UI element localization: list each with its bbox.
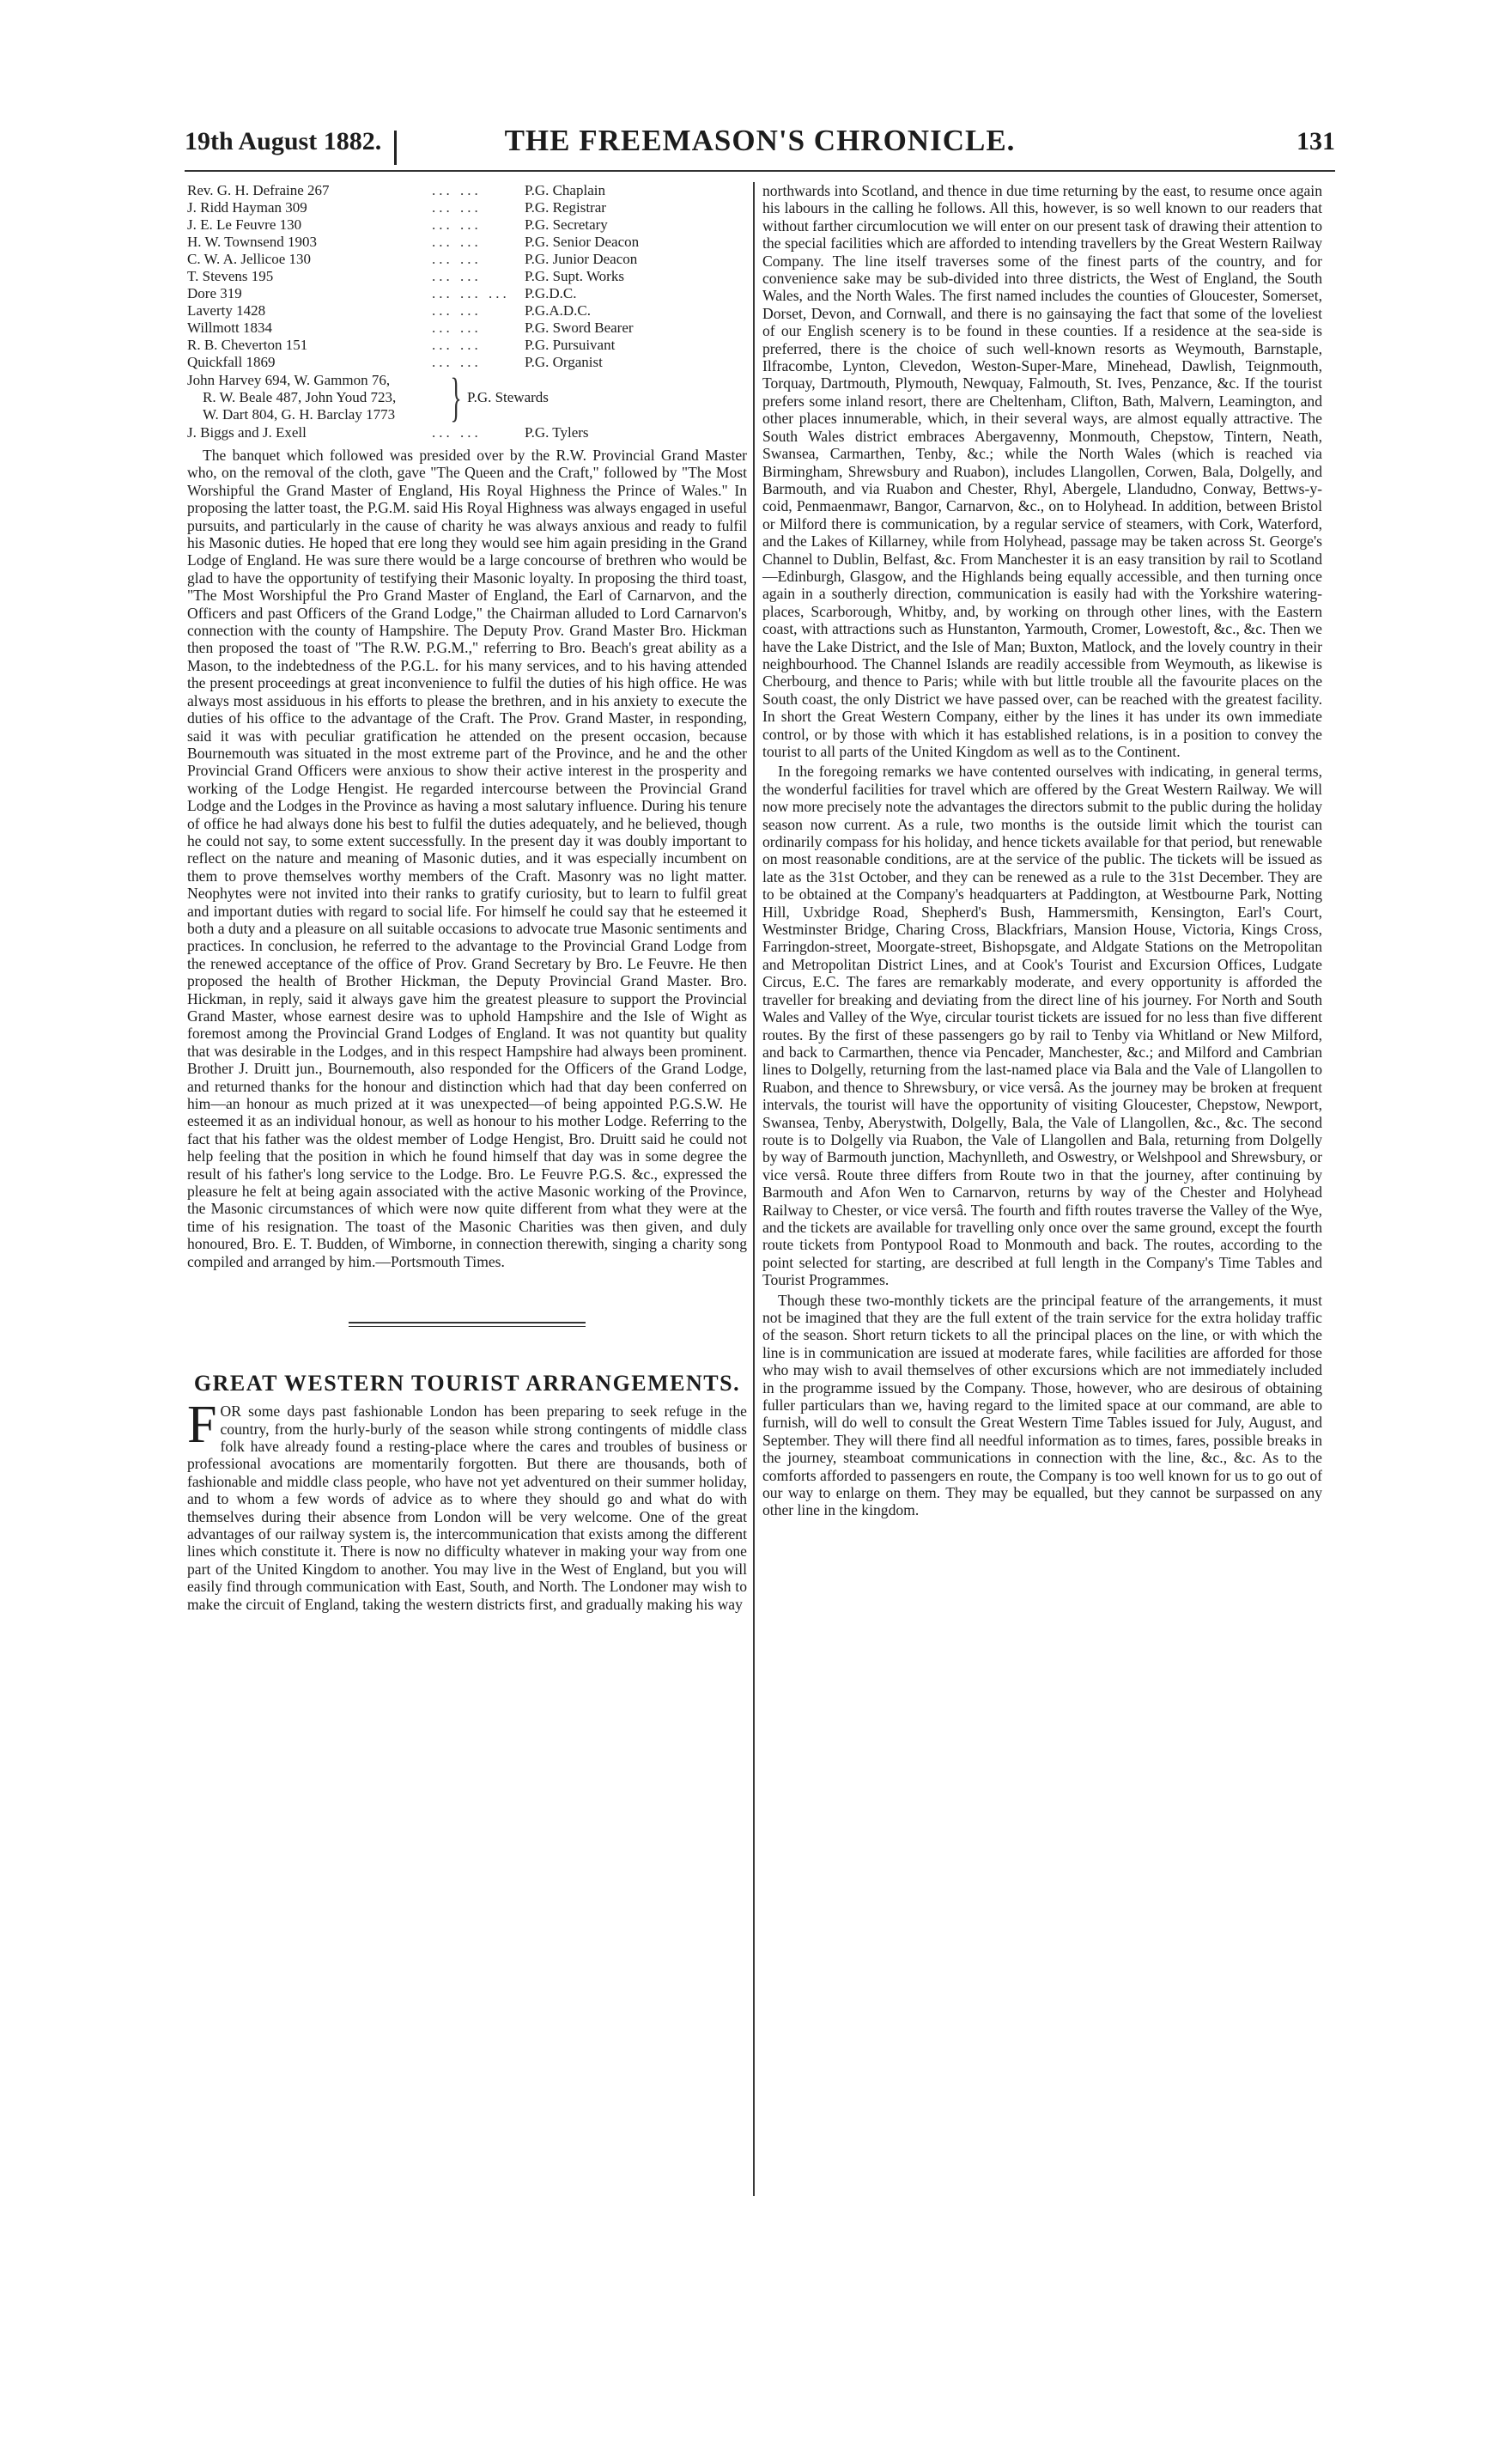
- officer-row: [187, 424, 747, 441]
- stewards-line: John Harvey 694, W. Gammon 76,: [187, 372, 391, 388]
- header-rule: [185, 170, 1335, 172]
- stewards-line: W. Dart 804, G. H. Barclay 1773: [203, 406, 396, 423]
- publication-title: THE FREEMASON'S CHRONICLE.: [504, 124, 1016, 157]
- leader-dots: ... ...: [432, 216, 482, 233]
- leader-dots: ... ...: [432, 337, 482, 353]
- officer-row: [187, 268, 747, 285]
- left-column: [187, 182, 747, 1613]
- leader-dots: ... ...: [432, 268, 482, 284]
- officer-name: J. E. Le Feuvre 130: [187, 216, 302, 233]
- stewards-line: R. W. Beale 487, John Youd 723,: [203, 389, 397, 405]
- officer-name: Laverty 1428: [187, 302, 266, 319]
- officer-name: Quickfall 1869: [187, 354, 276, 370]
- brace-icon: }: [450, 368, 462, 427]
- leader-dots: ... ...: [432, 234, 482, 250]
- article-paragraph: Though these two-monthly tickets are the principal feature of the arrangements, it must not be imagined that they are the full extent of the train service for the extra holiday traffic of the season. Short return tickets to all the principal places on the line, or with which the line is in communication are issued at moderate fares, while facilities are afforded for those who may wish to avail themselves of other excursions which are not immediately included in the programme issued by the Company. Those, however, who are desirous of obtaining fuller particulars than we, having regard to the limited space at our command, are able to furnish, will do well to consult the Great Western Time Tables issued for July, August, and September. They will there find all needful information as to times, fares, possible breaks in the journey, steamboat communications in connection with the line, &c., &c. As to the comforts afforded to passengers en route, the Company is too well known for us to go out of our way to enlarge on them. They may be equalled, but they cannot be surpassed on any other line in the kingdom.: [762, 1291, 1322, 1519]
- officer-office: P.G. Registrar: [525, 199, 606, 216]
- leader-dots: ... ...: [432, 199, 482, 216]
- right-column: [762, 182, 1322, 1519]
- banquet-report: The banquet which followed was presided over by the R.W. Provincial Grand Master who, on the removal of the cloth, gave "The Queen and the Craft," followed by "The Most Worshipful the Grand Master of England, His Royal Highness the Prince of Wales." In proposing the latter toast, the P.G.M. said His Royal Highness was always engaged in useful pursuits, and particularly in the cause of charity he was always anxious and ready to fulfil his Masonic duties. He hoped that ere long they would see him again presiding in the Grand Lodge of England. He was sure there would be a large concourse of brethren who would be glad to have the opportunity of testifying their Masonic loyalty. In proposing the third toast, "The Most Worshipful the Pro Grand Master of England, the Earl of Carnarvon, and the Officers and past Officers of the Grand Lodge," the Chairman alluded to Lord Carnarvon's connection with the county of Hampshire. The Deputy Prov. Grand Master Bro. Hickman then proposed the toast of "The R.W. P.G.M.," referring to Bro. Beach's great ability as a Mason, to the indebtedness of the P.G.L. for his many services, and to his having attended the present proceedings at great inconvenience to fulfil the duties of his high office. He was always most assiduous in his efforts to please the brethren, and in his anxiety to execute the duties of his office to the advantage of the Craft. The Prov. Grand Master, in responding, said it was with peculiar gratification he attended on the present occasion, because Bournemouth was situated in the most extreme part of the Province, and he and the other Provincial Grand Officers were anxious to show their active interest in the prosperity and working of the Lodge Hengist. He regarded intercourse between the Provincial Grand Lodge and the Lodges in the Province as having a most salutary influence. During his tenure of office he had always done his best to fulfil the duties adequately, and he believed, though he could not say, to some extent successfully. In the present day it was doubly important to reflect on the nature and meaning of Masonic duties, and it was especially incumbent on them to prove themselves worthy members of the Craft. Masonry was no light matter. Neophytes were not invited into their ranks to gratify curiosity, but to learn to fulfil great and important duties with regard to social life. For himself he could say that he esteemed it both a duty and a pleasure on all suitable occasions to advocate true Masonic sentiments and practices. In conclusion, he referred to the advantage to the Provincial Grand Lodge from the renewed acceptance of the office of Prov. Grand Secretary by Bro. Le Feuvre. He then proposed the health of Brother Hickman, the Deputy Provincial Grand Master. Bro. Hickman, in reply, said it always gave him the greatest pleasure to support the Provincial Grand Master, whose earnest desire was to uphold Hampshire and the Isle of Wight as foremost among the Provincial Grand Lodges of England. It was not quantity but quality that was desirable in the Lodges, and in this respect Hampshire had always been prominent. Brother J. Druitt jun., Bournemouth, also responded for the Officers of the Grand Lodge, and returned thanks for the honour and distinction which had that day been conferred on him—an honour as much prized at it was unexpected—of being appointed P.G.S.W. He esteemed it as an individual honour, as well as honour to his mother Lodge. Referring to the fact that his father was the oldest member of Lodge Hengist, Bro. Druitt said he could not help feeling that the position in which he found himself that day was in some degree the result of his father's long service to the Lodge. Bro. Le Feuvre P.G.S. &c., expressed the pleasure he felt at being again associated with the active Masonic working of the Province, the Masonic circumstances of which were now quite different from what they were at the time of his resignation. The toast of the Masonic Charities was then given, and duly honoured, Bro. E. T. Budden, of Wimborne, in connection therewith, singing a charity song compiled and arranged by him.—Portsmouth Times.: [187, 447, 747, 1270]
- officer-row: [187, 319, 747, 337]
- article-paragraph-text: OR some days past fashionable London has been preparing to seek refuge in the country, from the hurly-burly of the season while strong contingents of middle class folk have already found a resting-place where the cares and troubles of business or professional avocations are momentarily forgotten. But there are thousands, both of fashionable and middle class people, who have not yet adventured on their summer holiday, and to whom a few words of advice as to where they should go and what do with themselves during their absence from London will be very welcome. One of the great advantages of our railway system is, the intercommunication that exists among the different lines which constitute it. There is now no difficulty whatever in making your way from one part of the United Kingdom to another. You may live in the West of England, but you will easily find through communication with East, South, and North. The Londoner may wish to make the circuit of England, taking the western districts first, and gradually making his way: [187, 1403, 747, 1613]
- officer-name: Dore 319: [187, 285, 242, 301]
- leader-dots: ... ...: [432, 424, 482, 441]
- officer-name: C. W. A. Jellicoe 130: [187, 251, 312, 267]
- officer-name: H. W. Townsend 1903: [187, 234, 318, 250]
- officer-list: [187, 182, 747, 441]
- officer-name: J. Ridd Hayman 309: [187, 199, 307, 216]
- officer-office: P.G. Chaplain: [525, 182, 605, 198]
- officer-office: P.G. Junior Deacon: [525, 251, 638, 267]
- officer-name: Willmott 1834: [187, 319, 272, 336]
- page-number: 131: [1296, 127, 1335, 155]
- officer-row: [187, 302, 747, 319]
- leader-dots: ... ...: [432, 182, 482, 198]
- officer-office: P.G. Pursuivant: [525, 337, 616, 353]
- officer-office: P.G.A.D.C.: [525, 302, 591, 319]
- officer-name: R. B. Cheverton 151: [187, 337, 308, 353]
- leader-dots: ... ... ...: [432, 285, 510, 301]
- officer-row: [187, 337, 747, 354]
- article-title: GREAT WESTERN TOURIST ARRANGEMENTS.: [193, 1371, 741, 1396]
- masthead: [185, 120, 1335, 175]
- officer-office: P.G. Senior Deacon: [525, 234, 640, 250]
- officer-name: Rev. G. H. Defraine 267: [187, 182, 330, 198]
- stewards-office: P.G. Stewards: [467, 389, 549, 405]
- issue-date: 19th August 1882.: [185, 127, 382, 155]
- officer-name: J. Biggs and J. Exell: [187, 424, 307, 441]
- officer-row: [187, 199, 747, 216]
- stewards-names: [187, 372, 445, 423]
- officer-row: [187, 216, 747, 234]
- officer-row: [187, 251, 747, 268]
- stewards-group: [187, 368, 747, 427]
- section-rule: [349, 1322, 586, 1330]
- leader-dots: ... ...: [432, 251, 482, 267]
- leader-dots: ... ...: [432, 302, 482, 319]
- leader-dots: ... ...: [432, 354, 482, 370]
- article-paragraph: northwards into Scotland, and thence in due time returning by the east, to resume once again his labours in the calling he follows. All this, however, is so well known to our readers that without farther circumlocution we will enter on our present task of drawing their attention to the special facilities which are afforded to intending travellers by the Great Western Railway Company. The line itself traverses some of the finest parts of the country, and for convenience sake may be sub-divided into three districts, the West of England, the South Wales, and the North Wales. The first named includes the counties of Gloucester, Somerset, Dorset, Devon, and Cornwall, and there is no gainsaying the fact that some of the loveliest of our English scenery is to be found in these counties. If a residence at the sea-side is preferred, there is the choice of such well-known resorts as Weymouth, Barnstaple, Ilfracombe, Lynton, Clevedon, Weston-Super-Mare, Minehead, Dawlish, Teignmouth, Torquay, Dartmouth, Plymouth, Newquay, Falmouth, St. Ives, Penzance, &c. If the tourist prefers some inland resort, there are Cheltenham, Clifton, Bath, Malvern, Leamington, and other places innumerable, which, in their several ways, are almost equally attractive. The South Wales district embraces Abergavenny, Monmouth, Chepstow, Tintern, Neath, Swansea, Carmarthen, Tenby, &c.; while the North Wales (which is reached via Birmingham, Shrewsbury and Ruabon), includes Llangollen, Corwen, Bala, Dolgelly, and Barmouth, and via Ruabon and Chester, Rhyl, Abergele, Llandudno, Conway, Bettws-y-coid, Penmaenmawr, Bangor, Carnarvon, &c., on to Holyhead. In addition, between Bristol or Milford there is communication, by a regular service of steamers, with Cork, Waterford, and the Lakes of Killarney, while from Holyhead, passage may be taken across St. George's Channel to Dublin, Belfast, &c. From Manchester it is an easy transition by rail to Scotland—Edinburgh, Glasgow, and the Highlands being equally accessible, and then turning once again in a southerly direction, communication is easily had with the Yorkshire watering-places, Scarborough, Whitby, and, by working on through other lines, with the Eastern coast, with attractions such as Hunstanton, Yarmouth, Cromer, Lowestoft, &c., &c. Then we have the Lake District, and the Isle of Man; Buxton, Matlock, and the lovely country in their neighbourhood. The Channel Islands are readily accessible from Weymouth, as likewise is Cherbourg, and thence to Paris; while with but little trouble all the favourite places on the South coast, the only District we have passed over, can be reached with the greatest facility. In short the Great Western Company, either by the lines it has under its own immediate control, or by those with which it has established relations, is in a position to convey the tourist to all parts of the United Kingdom as well as to the Continent.: [762, 182, 1322, 760]
- column-divider: [753, 182, 755, 2196]
- officer-row: [187, 234, 747, 251]
- officer-office: P.G. Tylers: [525, 424, 589, 441]
- officer-row: [187, 182, 747, 199]
- officer-name: T. Stevens 195: [187, 268, 274, 284]
- article-paragraph: In the foregoing remarks we have contented ourselves with indicating, in general terms, the wonderful facilities for travel which are offered by the Great Western Railway. We will now more precisely note the advantages the directors submit to the public during the holiday season now current. As a rule, two months is the outside limit which the tourist can ordinarily compass for his holiday, and hence tickets available for that period, but renewable on most reasonable conditions, are at the service of the public. The tickets will be issued as late as the 31st October, and they can be renewed as a rule to the 31st December. They are to be obtained at the Company's headquarters at Paddington, at Westbourne Park, Notting Hill, Uxbridge Road, Shepherd's Bush, Hammersmith, Kensington, Earl's Court, Westminster Bridge, Charing Cross, Blackfriars, Mansion House, Victoria, Kings Cross, Farringdon-street, Moorgate-street, Bishopsgate, and Aldgate Stations on the Metropolitan and Metropolitan District Lines, and at Cook's Tourist and Excursion Offices, Ludgate Circus, E.C. The fares are remarkably moderate, and every opportunity is afforded the traveller for breaking and deviating from the direct line of his journey. For North and South Wales and Valley of the Wye, circular tourist tickets are issued for no less than five different routes. By the first of these passengers go by rail to Tenby via Whitland or New Milford, and back to Carmarthen, thence via Pencader, Manchester, &c.; and Milford and Cambrian lines to Dolgelly, returning from the last-named place via Bala and the Vale of Llangollen to Ruabon, and thence to Shrewsbury, or vice versâ. As the journey may be broken at frequent intervals, the tourist will have the opportunity of visiting Gloucester, Chepstow, Newport, Swansea, Tenby, Aberystwith, Dolgelly, Bala, the Vale of Llangollen, &c., &c. The second route is to Dolgelly via Ruabon, the Vale of Llangollen and Bala, returning from Dolgelly by way of Barmouth junction, Machynlleth, and Oswestry, or Welshpool and Shrewsbury, or vice versâ. Route three differs from Route two in that the journey, after continuing by Barmouth and Afon Wen to Carnarvon, returns by way of the Chester and Holyhead Railway to Chester, or vice versâ. The fourth and fifth routes traverse the Valley of the Wye, and the tickets are available for travelling only once over the same ground, except the fourth route tickets from Pontypool Road to Monmouth and back. The routes, according to the point selected for starting, are described at full length in the Company's Time Tables and Tourist Programmes.: [762, 763, 1322, 1289]
- officer-row: [187, 285, 747, 302]
- officer-row: [187, 354, 747, 371]
- officer-office: P.G. Organist: [525, 354, 603, 370]
- drop-cap: F: [187, 1396, 217, 1455]
- officer-office: P.G. Sword Bearer: [525, 319, 634, 336]
- article-paragraph: [187, 1396, 747, 1613]
- officer-office: P.G. Secretary: [525, 216, 608, 233]
- officer-office: P.G.D.C.: [525, 285, 577, 301]
- leader-dots: ... ...: [432, 319, 482, 336]
- officer-office: P.G. Supt. Works: [525, 268, 624, 284]
